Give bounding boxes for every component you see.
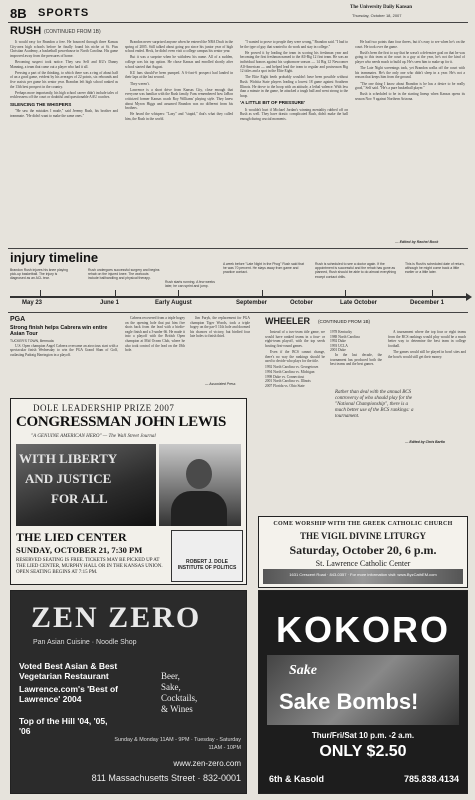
- greek-church-ad[interactable]: [258, 516, 468, 588]
- dole-ad-portrait-body: [171, 491, 227, 526]
- dole-ad-quote: "A GENUINE AMERICAN HERO" — The Wall Street Journal: [31, 434, 156, 439]
- timeline-month: December 1: [410, 300, 445, 306]
- timeline-month: June 1: [100, 300, 120, 306]
- timeline-note-3: Rush starts running. A few weeks later, he can sprint and jump.: [165, 280, 215, 289]
- wheeler-pull-quote: Rather than deal with the annual BCS controversy of who should play for the "National Championship", there is a much better use of the BCS rankings: a tournament.: [335, 390, 414, 419]
- greek-ad-details: 1631 Crescent Road · 843-0357 · For more information visit: www.ByzCathEM.com: [289, 572, 437, 577]
- wheeler-column-2: 1978 Kentucky 1988 North Carolina 1992 Duke 1993 UCLA 2001 Duke In the last decade, the tournament has produced both the best teams and the best games.: [330, 330, 382, 367]
- pga-column-3: Jim Furyk, the replacement for PGA champion Tiger Woods, took a triple bogey on the par-5 11th hole and doomed his chances of victory, but birdied four late holes to finish third.: [190, 316, 250, 339]
- kokoro-ad-promo1: Sake: [289, 663, 317, 678]
- pga-credit: — Associated Press: [205, 382, 236, 386]
- rush-column-2: Brandon never surprised anyone when he entered the NBA Draft in the spring of 2005. Still talked about going pro since his junior year of high school ended. Heck, he didn't even visit a college campus his senior year. But it was a surprise when he withdrew his name. All of a sudden, college was his top option. He chose Kansas and enrolled shortly after school started that August. KU fans should've been pumped. A 6-foot-6 prospect had landed in their laps at the last second. They weren't. Lawrence is a short drive from Kansas City, close enough that everyone was familiar with the Rush family. Fans remembered how JaRon criticized former Kansas coach Roy Williams' playing style. They knew about Myron Higgs and assumed Brandon was no different from his brothers. He heard the whispers: "Lazy" and "stupid," that's what they called him, the Rush in the world.: [125, 40, 233, 121]
- greek-ad-line1: THE VIGIL DIVINE LITURGY: [299, 531, 427, 541]
- timeline-month: October: [290, 300, 314, 306]
- timeline-month: September: [236, 300, 268, 306]
- dole-ad-top: DOLE LEADERSHIP PRIZE 2007: [33, 403, 175, 413]
- greek-ad-line3: St. Lawrence Catholic Center: [315, 559, 411, 568]
- kokoro-ad-name: KOKORO: [276, 609, 450, 650]
- rush-credit: — Edited by Rachel Bock: [395, 240, 439, 244]
- dole-ad-banner-3: FOR ALL: [51, 491, 108, 506]
- wheeler-title: WHEELER: [265, 316, 310, 326]
- zen-ad-url[interactable]: www.zen-zero.com: [173, 759, 241, 768]
- dole-ad-logo: [171, 530, 243, 582]
- timeline-tick: [262, 290, 263, 298]
- zen-ad-vote: Voted Best Asian & Best Vegetarian Restaurant: [19, 661, 118, 681]
- wheeler-column-1: Instead of a two-team title game, we would have ranked teams in a four- or eight-team playoff, with the top seeds hosting first-round games. Even if the BCS cannot change, there's no way the rankings should be used to decide who plays for the title. 1992 North Carolina vs. Georgetown 1994 North Carolina vs. Michigan 1998 Duke vs. Connecticut 2001 North Carolina vs. Illinois 2007 Florida vs. Ohio State: [265, 330, 325, 388]
- kokoro-ad[interactable]: [258, 590, 468, 794]
- dole-ad-venue: THE LIED CENTER: [16, 530, 127, 544]
- rush-column-3: "I wanted to prove to people they were wrong," Brandon said. "I had to be the type of guy that wanted to do work and stay in college." He proved it by leading the team in scoring his freshman year and becoming the first freshman named to the All-Big 12 first team. He was an individual honors against his sophomore season — 14 Big 12 Newcomer All-American — and helped lead the team to regular and postseason Big 12 titles and a spot in the Elite Eight. The Elite Eight berth probably wouldn't have been possible without Rush. Wichita State players leading a lowest 18 game against Southern Illinois. He drove to the hoop with an attitude, a lethal valence. With less than a minute in the game, he attacked a tough ball and went strong to the hoop. 'A LITTLE BIT OF PRESSURE' It wouldn't hurt if Michael Jordan's winning mentality rubbed off on Rush as well. They have drastic complicated Rush, didn't make the ball enough during crucial moments.: [240, 40, 348, 121]
- timeline-title: injury timeline: [10, 250, 99, 265]
- masthead: The University Daily Kansan: [350, 5, 413, 10]
- timeline-note-5: Rush is scheduled to see a doctor again. If the appointment is successful and the rehab has gone as planned, Rush should be able to do almost everything except contact drills.: [315, 262, 396, 279]
- timeline-month: Late October: [340, 300, 378, 306]
- timeline-note-6: This is Rush's scheduled date of return, although he might come back a little earlier or a little later.: [405, 262, 465, 275]
- zen-ad-hill: Top of the Hill '04, '05, '06: [19, 716, 108, 736]
- timeline-month: Early August: [155, 300, 192, 306]
- pga-column-2: Cabrera recovered from a triple bogey on the opening hole that put him five shots back from the lead with a birdie-eagle finish and a 3-under 66. He made it into a playoff with the British Open champion at Mid Ocean Club, where he also took control of the lead on the 18th hole.: [125, 316, 185, 353]
- pga-column-1: TUCKER'S TOWN, Bermuda U.S. Open champion Angel Cabrera overcame an atrocious start with a spectacular finish Wednesday to win the PGA Grand Slam of Golf, outlasting Padraig Harrington in a playoff.: [10, 339, 118, 357]
- timeline-axis: [10, 296, 466, 298]
- issue-date: Thursday, October 18, 2007: [352, 13, 402, 18]
- page-number: 8B: [10, 6, 27, 21]
- kokoro-ad-phone: 785.838.4134: [403, 774, 459, 784]
- kokoro-ad-promo2: Sake Bombs!: [279, 689, 419, 714]
- dole-ad-banner: WITH LIBERTY: [19, 451, 118, 466]
- dole-ad-name: CONGRESSMAN JOHN LEWIS: [16, 414, 227, 430]
- dole-ad-institute: ROBERT J. DOLE INSTITUTE OF POLITICS: [177, 559, 237, 571]
- pga-headline: Strong finish helps Cabrera win entire Asian Tour: [10, 325, 108, 337]
- rush-column-4: He had two points than four threes, but it's easy to see when he's on the court. He took over the game. Rush's been the first to say that he wasn't a defensive goal on that he was going to this team at the court in a guy at the year, he's not the kind of player who needs much to build up. He's seen him to make up for it. The Late Night screenings took, yet Brandon walks off the court with his teammates. He's the only one who didn't sleep in a year. He's not a reason that keeps him from the ground. "The one thing I know about Brandon is he has a desire to be really good," Self said. "He's a pure basketball player." Rush is scheduled to be in the starting lineup when Kansas opens its season Nov. 9 against Northern Arizona.: [355, 40, 465, 101]
- wheeler-column-3: A tournament where the top four or eight teams from the BCS rankings would play would be a much better way to determine the best team in college football. The games would still be played in bowl sites and the bowls would still get their money.: [388, 330, 466, 359]
- pga-title: PGA: [10, 316, 26, 323]
- timeline-tick: [40, 290, 41, 298]
- timeline-note-1: Brandon Rush injures his knee playing pick-up basketball. The injury is diagnosed as an ACL tear.: [10, 268, 68, 281]
- timeline-arrow-icon: [466, 293, 472, 301]
- zen-ad-menu: Beer, Sake, Cocktails, & Wines: [161, 671, 198, 714]
- dole-ad-details: RESERVED SEATING IS FREE. TICKETS MAY BE PICKED UP AT THE LIED CENTER, MURPHY HALL OR IN THE KANSAS UNION. OPEN SEATING BEGINS AT 7:15 PM.: [16, 558, 163, 575]
- dole-ad[interactable]: [10, 398, 247, 585]
- zen-ad-sub: Pan Asian Cuisine · Noodle Shop: [33, 639, 137, 646]
- timeline-month: May 23: [22, 300, 43, 306]
- greek-ad-line2: Saturday, October 20, 6 p.m.: [289, 543, 437, 557]
- dole-ad-banner-2: AND JUSTICE: [25, 471, 112, 486]
- kokoro-ad-promo3: Thur/Fri/Sat 10 p.m. -2 a.m.: [311, 731, 415, 740]
- zen-ad-name: ZEN ZERO: [31, 601, 202, 634]
- rush-title: RUSH: [10, 25, 42, 37]
- timeline-tick: [345, 290, 346, 298]
- kokoro-ad-address: 6th & Kasold: [269, 774, 325, 784]
- section-name: SPORTS: [38, 7, 90, 19]
- timeline-note-2: Rush undergoes successful surgery and begins rehab on the injured knee. The workouts include ballhandling and physical therapy.: [88, 268, 160, 281]
- zen-ad-address: 811 Massachusetts Street · 832-0001: [91, 773, 241, 783]
- zen-zero-ad[interactable]: [10, 590, 247, 794]
- pressure-subhead: 'A LITTLE BIT OF PRESSURE': [240, 100, 306, 106]
- zen-ad-site: Lawrence.com's 'Best of Lawrence' 2004: [19, 684, 118, 704]
- wheeler-continued: (CONTINUED FROM 1B): [318, 319, 371, 324]
- timeline-tick: [178, 290, 179, 298]
- kokoro-ad-promo4: ONLY $2.50: [319, 743, 407, 760]
- timeline-tick: [115, 290, 116, 298]
- zen-ad-hours: Sunday & Monday 11AM - 9PM · Tuesday - Saturday 11AM - 10PM: [114, 737, 241, 751]
- dole-ad-date: SUNDAY, OCTOBER 21, 7:30 PM: [16, 545, 143, 555]
- rush-continued: (CONTINUED FROM 1B): [44, 29, 101, 35]
- greek-ad-top: COME WORSHIP WITH THE GREEK CATHOLIC CHURCH: [273, 521, 453, 527]
- wheeler-credit: — Edited by Chris Bartlo: [405, 440, 445, 444]
- silencing-subhead: SILENCING THE WHISPERS: [10, 101, 72, 107]
- rush-column-1: It would easy for Brandon a free. He bounced through three Kansas City-area high schools before he finally found his niche at St. Pius Christian Academy, a basketball powerhouse in North Carolina. His game improved away from the pressures of home. Becoming suspect took notice. They saw Self and KU's Danny Manning, a team that came out a player who had it all. Pressing a part of the thinking, to which there was a ring of about half of an a good game, evident by his averages of 22 points, six rebounds and five assists per game his senior year. Brandon left high school ranked as the 13th best prospect in the country. Perhaps more importantly, his high school career didn't include tales of recklessness off the court or doubtful and questionable AAU coaches. SILENCING THE WHISPERS "He saw the mistakes I made," said Jeremy Rush, his brother and teammate. "He didn't want to make the same ones.": [10, 40, 118, 118]
- timeline-tick: [432, 290, 433, 298]
- timeline-note-4: A week before "Late Night in the Phog" Rush said that he was 70 percent. He stays away from game and practice contact.: [223, 262, 305, 275]
- dole-ad-portrait-head: [186, 459, 212, 489]
